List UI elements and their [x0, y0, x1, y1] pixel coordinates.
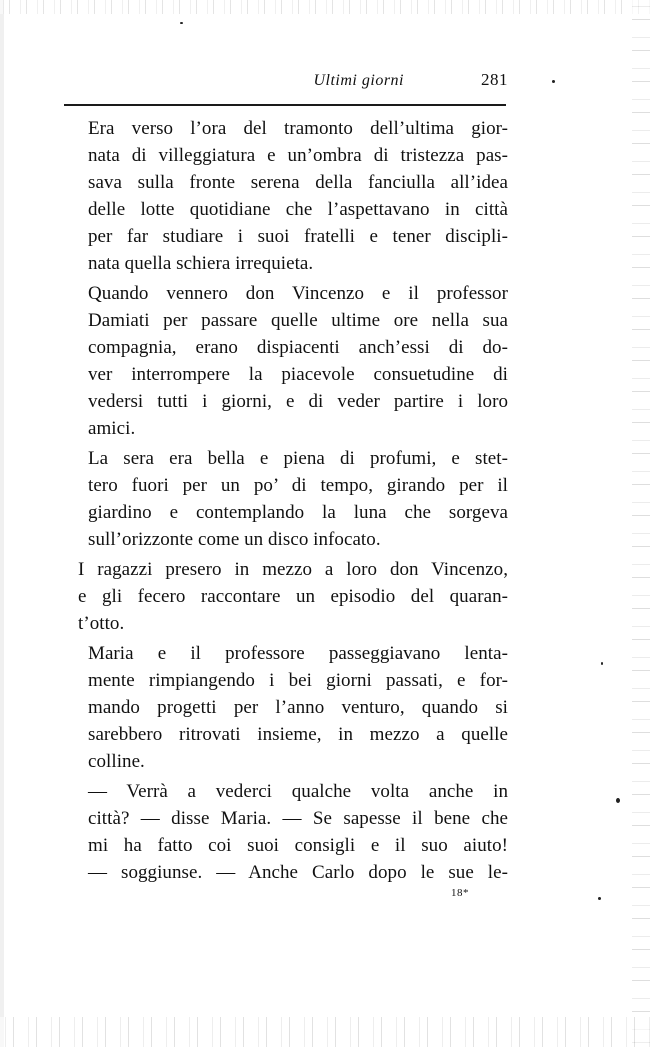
text-line: ver interrompere la piacevole consuetudine di — [88, 364, 508, 385]
text-line: sarebbero ritrovati insieme, in mezzo a quelle — [88, 724, 508, 745]
signature-mark: 18* — [451, 887, 469, 899]
scan-edge-bottom — [0, 1017, 650, 1047]
scan-edge-top — [0, 0, 650, 14]
ink-speck — [180, 22, 183, 24]
text-line: nata quella schiera irrequieta. — [88, 253, 314, 274]
text-line: sull’orizzonte come un disco infocato. — [88, 529, 381, 550]
text-line: vedersi tutti i giorni, e di veder partire i loro — [88, 391, 508, 412]
text-line: La sera era bella e piena di profumi, e stet- — [88, 448, 508, 469]
paragraph — [68, 280, 508, 442]
paragraph — [68, 556, 508, 637]
text-line: Maria e il professore passeggiavano lenta- — [88, 643, 508, 664]
text-line: delle lotte quotidiane che l’aspettavano in città — [88, 199, 508, 220]
running-title: Ultimi giorni — [313, 72, 404, 89]
text-line: t’otto. — [78, 613, 125, 634]
ink-speck — [552, 80, 555, 83]
running-head — [64, 72, 510, 98]
text-line: Quando vennero don Vincenzo e il professor — [88, 283, 508, 304]
text-line: colline. — [88, 751, 145, 772]
ink-speck — [598, 897, 601, 900]
scan-edge-right — [632, 0, 650, 1047]
text-line: mi ha fatto coi suoi consigli e il suo aiuto! — [88, 835, 508, 856]
paragraph — [68, 115, 508, 277]
text-line: compagnia, erano dispiacenti anch’essi di do- — [88, 337, 508, 358]
text-line: città? — disse Maria. — Se sapesse il bene che — [88, 808, 508, 829]
text-line: — Verrà a vederci qualche volta anche in — [88, 781, 508, 802]
paragraph — [68, 778, 508, 886]
text-line: amici. — [88, 418, 136, 439]
ink-speck — [601, 662, 603, 665]
scan-edge-left — [0, 0, 4, 1047]
text-line: I ragazzi presero in mezzo a loro don Vincenzo, — [78, 559, 508, 580]
text-line: Era verso l’ora del tramonto dell’ultima gior- — [88, 118, 508, 139]
ink-speck — [616, 798, 620, 803]
text-line: sava sulla fronte serena della fanciulla all’idea — [88, 172, 508, 193]
header-rule — [64, 104, 506, 106]
text-line: nata di villeggiatura e un’ombra di tristezza pas- — [88, 145, 508, 166]
paragraph — [68, 445, 508, 553]
text-line: Damiati per passare quelle ultime ore nella sua — [88, 310, 508, 331]
text-line: e gli fecero raccontare un episodio del quaran- — [78, 586, 508, 607]
text-line: per far studiare i suoi fratelli e tener discipli- — [88, 226, 508, 247]
text-line: giardino e contemplando la luna che sorgeva — [88, 502, 508, 523]
text-line: — soggiunse. — Anche Carlo dopo le sue le- — [88, 862, 508, 883]
text-line: tero fuori per un po’ di tempo, girando per il — [88, 475, 508, 496]
text-line: mando progetti per l’anno venturo, quando si — [88, 697, 508, 718]
paragraph — [68, 640, 508, 775]
page-number: 281 — [481, 70, 508, 89]
text-line: mente rimpiangendo i bei giorni passati, e for- — [88, 670, 508, 691]
body-text — [68, 115, 508, 886]
